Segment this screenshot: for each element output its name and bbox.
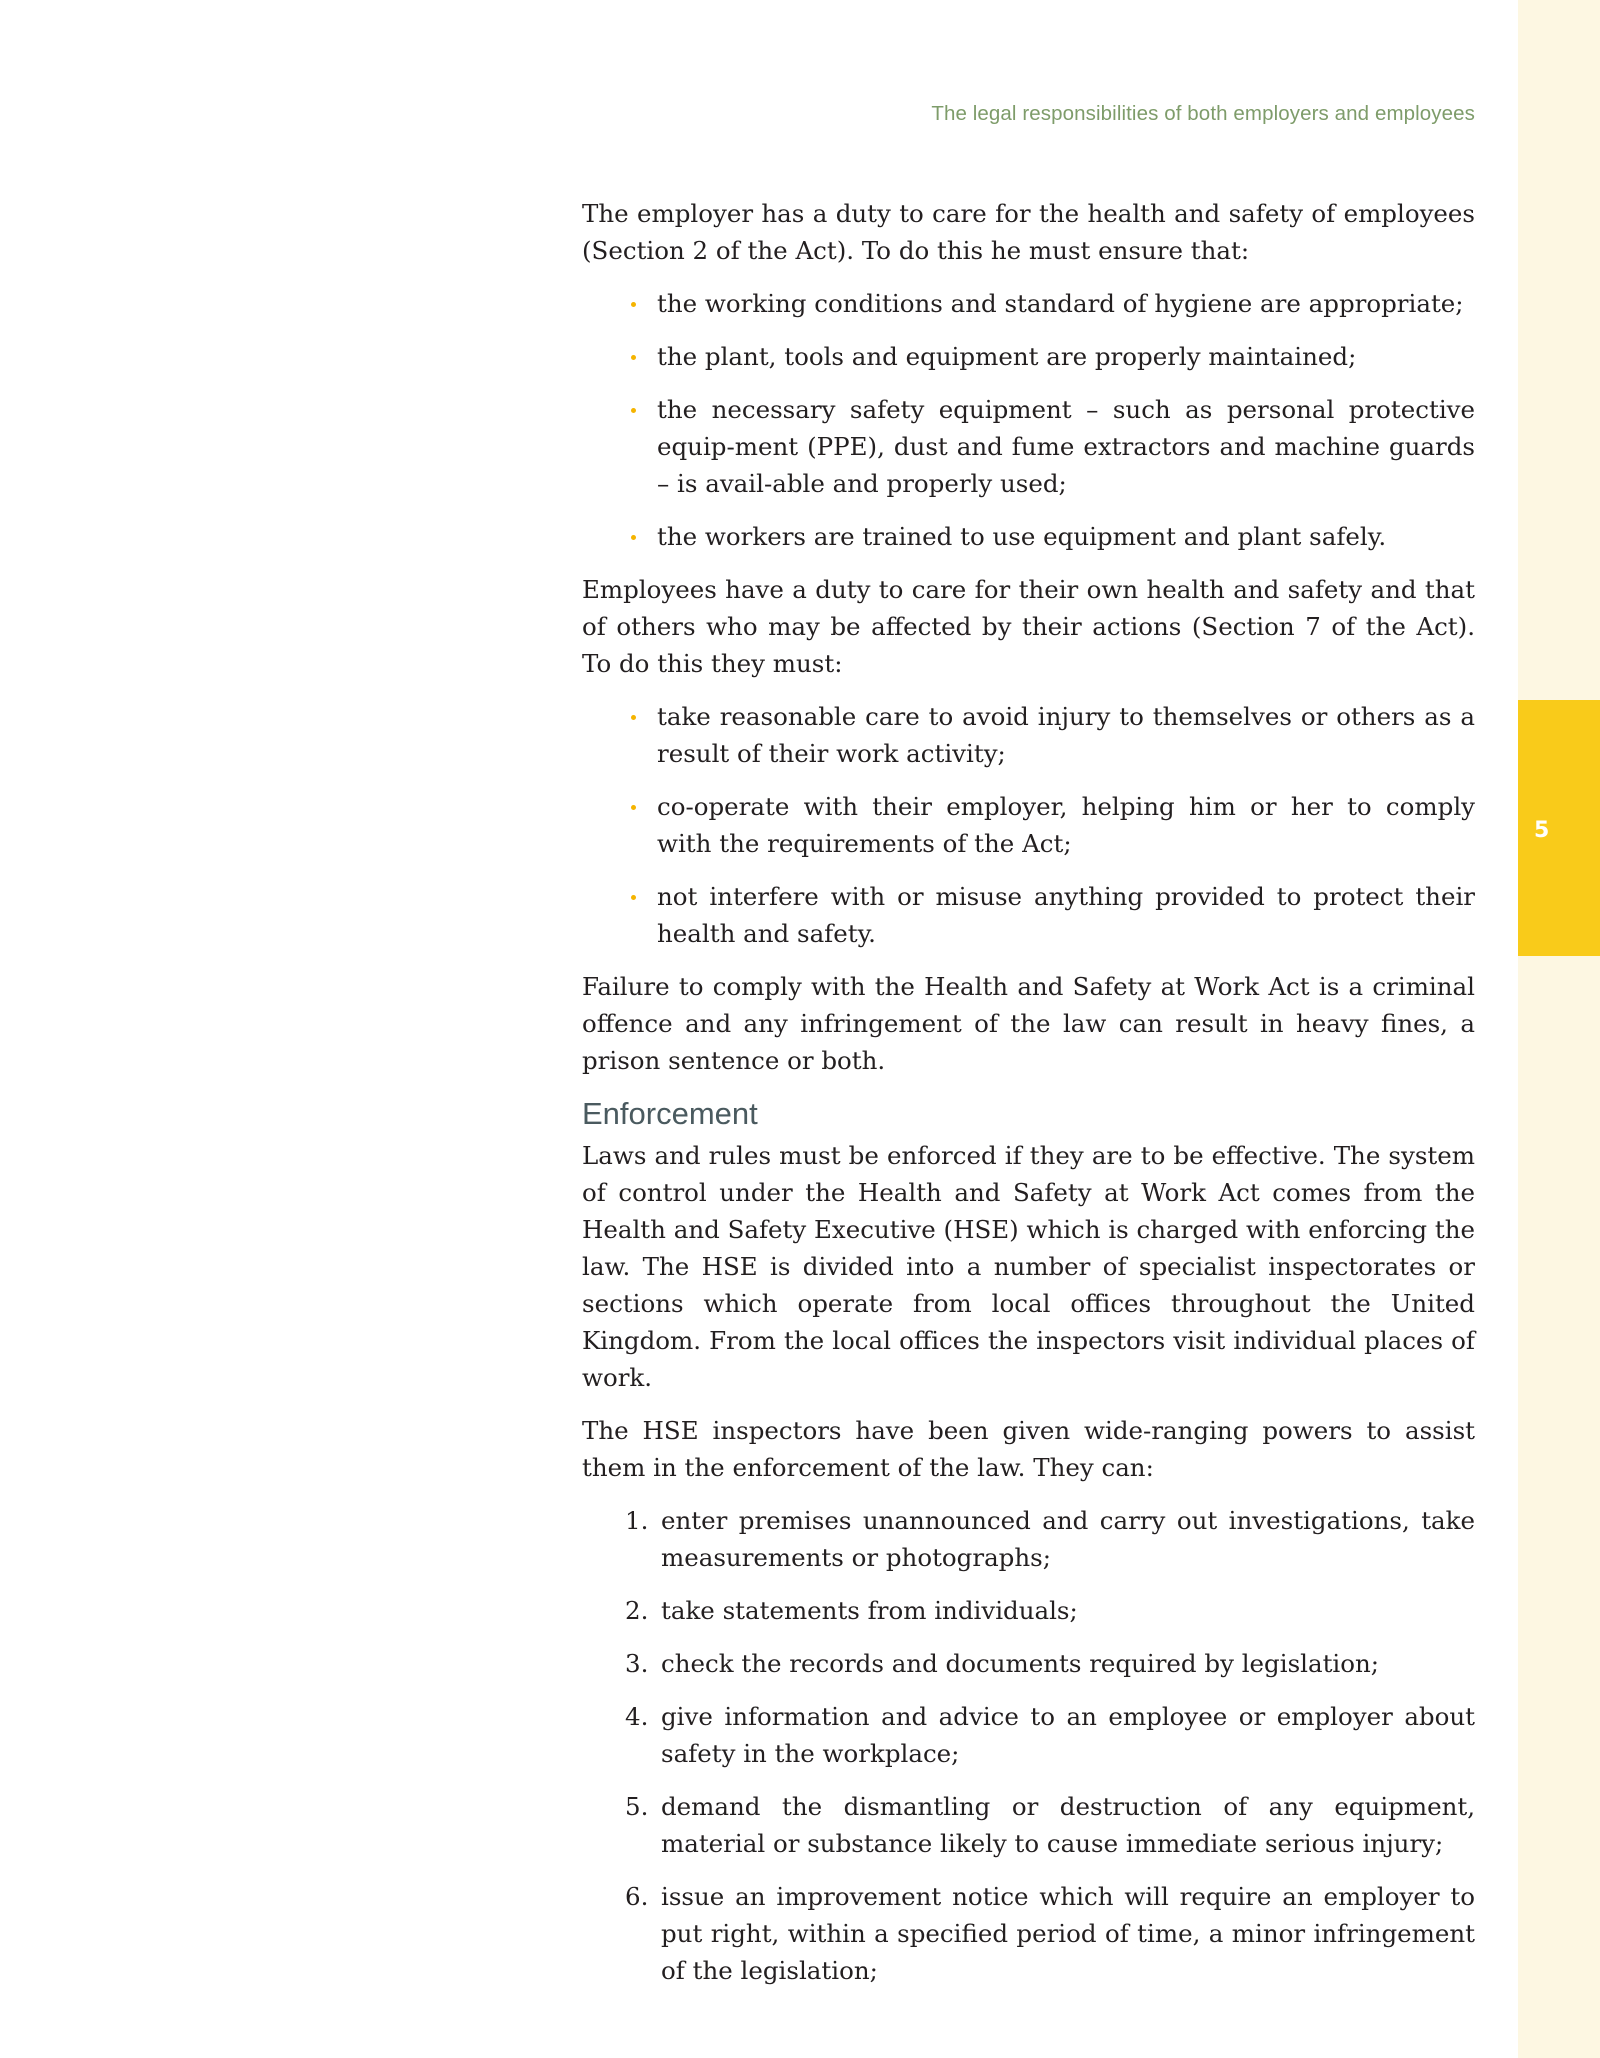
- list-item: 1. enter premises unannounced and carry out investigations, take measurements or photographs;: [661, 1502, 1475, 1576]
- chapter-tab: [1518, 700, 1600, 956]
- bullet-icon: [631, 355, 636, 360]
- employee-duties-list: [582, 698, 1475, 952]
- bullet-icon: [631, 408, 636, 413]
- list-item: the plant, tools and equipment are properly maintained;: [657, 338, 1475, 375]
- list-number: 2.: [625, 1596, 649, 1625]
- bullet-icon: [631, 715, 636, 720]
- employer-duties-list: [582, 285, 1475, 555]
- paragraph-failure-to-comply: Failure to comply with the Health and Safety at Work Act is a criminal offence and any infringement of the law can result in heavy fines, a prison sentence or both.: [582, 972, 1475, 1075]
- paragraph-inspector-powers: The HSE inspectors have been given wide-ranging powers to assist them in the enforcement of the law. They can:: [582, 1416, 1475, 1482]
- list-item: 5. demand the dismantling or destruction of any equipment, material or substance likely to cause immediate serious injury;: [661, 1788, 1475, 1862]
- page-side-strip: [1518, 0, 1600, 2058]
- list-item: the workers are trained to use equipment and plant safely.: [657, 518, 1475, 555]
- list-item: the necessary safety equipment – such as personal protective equip-ment (PPE), dust and fume extractors and machine guards – is avail-able and properly used;: [657, 391, 1475, 502]
- bullet-icon: [631, 535, 636, 540]
- chapter-number: 5: [1534, 818, 1550, 843]
- paragraph-enforcement: Laws and rules must be enforced if they are to be effective. The system of control under the Health and Safety at Work Act comes from the Health and Safety Executive (HSE) which is charged with enforcing the law. The HSE is divided into a number of specialist inspectorates or sections which operate from local offices throughout the United Kingdom. From the local offices the inspectors visit individual places of work.: [582, 1141, 1475, 1392]
- list-item: 6. issue an improvement notice which will require an employer to put right, within a specified period of time, a minor infringement of the legislation;: [661, 1878, 1475, 1989]
- inspector-powers-list: [582, 1502, 1475, 1989]
- list-item: 4. give information and advice to an employee or employer about safety in the workplace;: [661, 1698, 1475, 1772]
- list-item: 3. check the records and documents required by legislation;: [661, 1645, 1475, 1682]
- list-number: 6.: [625, 1882, 649, 1911]
- paragraph-employer-duty: The employer has a duty to care for the health and safety of employees (Section 2 of the Act). To do this he must ensure that:: [582, 199, 1475, 265]
- bullet-icon: [631, 302, 636, 307]
- list-number: 4.: [625, 1702, 649, 1731]
- list-item: the working conditions and standard of hygiene are appropriate;: [657, 285, 1475, 322]
- list-item: not interfere with or misuse anything provided to protect their health and safety.: [657, 878, 1475, 952]
- list-number: 3.: [625, 1649, 649, 1678]
- bullet-icon: [631, 895, 636, 900]
- list-item: co-operate with their employer, helping him or her to comply with the requirements of the Act;: [657, 788, 1475, 862]
- bullet-icon: [631, 805, 636, 810]
- main-text-column: [582, 195, 1475, 2005]
- running-header: The legal responsibilities of both employers and employees: [931, 102, 1475, 125]
- list-item: 2. take statements from individuals;: [661, 1592, 1475, 1629]
- paragraph-employee-duty: Employees have a duty to care for their own health and safety and that of others who may be affected by their actions (Section 7 of the Act). To do this they must:: [582, 575, 1475, 678]
- list-item: take reasonable care to avoid injury to themselves or others as a result of their work activity;: [657, 698, 1475, 772]
- list-number: 5.: [625, 1792, 649, 1821]
- list-number: 1.: [625, 1506, 649, 1535]
- section-heading-enforcement: Enforcement: [582, 1096, 758, 1131]
